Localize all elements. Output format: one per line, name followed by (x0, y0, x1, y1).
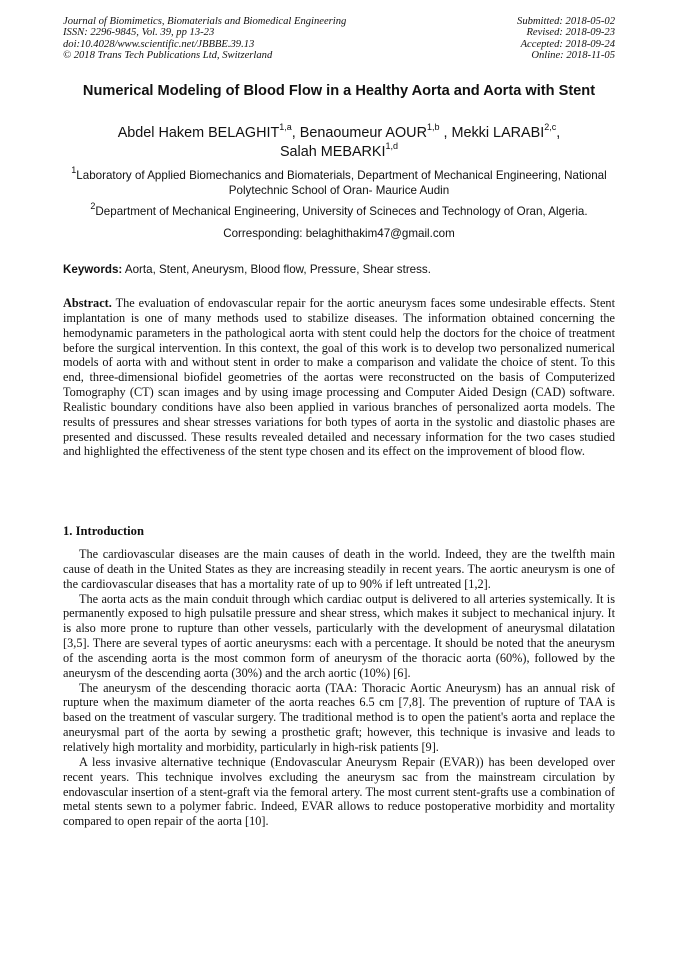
paper-title: Numerical Modeling of Blood Flow in a Healthy Aorta and Aorta with Stent (82, 83, 596, 99)
introduction-body (63, 547, 615, 829)
keywords-text: Aorta, Stent, Aneurysm, Blood flow, Pressure, Shear stress. (122, 263, 431, 276)
affiliation-2 (63, 201, 615, 219)
author-affiliation-mark: 1,a (279, 122, 292, 133)
author-affiliation-mark: 1,b (426, 122, 440, 133)
affiliation-mark: 1 (71, 165, 77, 176)
date-online: Online: 2018-11-05 (531, 50, 615, 62)
affiliation-text: Department of Mechanical Engineering, University of Scineces and Technology of Oran, Algeria. (95, 205, 588, 218)
author-affiliation-mark: 1,d (385, 141, 399, 152)
journal-header-left (63, 16, 423, 62)
paragraph: The aorta acts as the main conduit through which cardiac output is delivered to all arteries systemically. It is permanently exposed to high pulsatile pressure and shear stress, which makes it subject to mechanical injury. It is also more prone to rupture than other vessels, particularly with the development of aneurysmal dilatation [3,5]. There are several types of aortic aneurysms: each with a percentage. It should be noted that the aneurysm of the ascending aorta is the most common form of aneurysm of the thoracic aorta (60%), followed by the aneurysm of the descending aorta (30%) and the arch aortic (10%) [6]. (63, 591, 615, 680)
affiliation-mark: 2 (90, 201, 96, 212)
affiliation-1 (63, 165, 615, 198)
author-name: Benaoumeur AOUR (299, 125, 427, 141)
author-separator: , (291, 125, 300, 141)
author-affiliation-mark: 2,c (544, 122, 557, 133)
author-list (63, 124, 615, 162)
paragraph: The aneurysm of the descending thoracic aorta (TAA: Thoracic Aortic Aneurysm) has an annual risk of rupture when the maximum diameter of the aorta reaches 6.5 cm [7,8]. The prevention of rupture of TAA is based on the treatment of vascular surgery. The traditional method is to open the patient's aorta and replace the aneurysmal part of the aorta by sewing a prosthetic graft; however, this technique is invasive and leads to relatively high mortality and morbidity, particularly in high-risk patients [9]. (63, 680, 615, 754)
date-accepted: Accepted: 2018-09-24 (520, 38, 615, 50)
date-revised: Revised: 2018-09-23 (526, 27, 615, 39)
paragraph: A less invasive alternative technique (Endovascular Aneurysm Repair (EVAR)) has been developed over recent years. This technique involves excluding the aneurysm sac from the mainstream circulation by endovascular insertion of a stent-graft via the femoral artery. The most current stent-grafts use a combination of metal stents sewn to a polymer fabric. Indeed, EVAR allows to reduce postoperative morbidity and mortality compared to open repair of the aorta [10]. (63, 754, 615, 829)
abstract-label: Abstract. (63, 296, 112, 310)
affiliation-text: Laboratory of Applied Biomechanics and Biomaterials, Department of Mechanical Engineering, National Polytechnic School of Oran- Maurice Audin (76, 169, 607, 197)
date-submitted: Submitted: 2018-05-02 (517, 16, 615, 27)
author-name: Salah MEBARKI (279, 144, 386, 160)
journal-issn: ISSN: 2296-9845, Vol. 39, pp 13-23 (63, 27, 215, 39)
section-heading: 1. Introduction (63, 524, 144, 538)
corresponding-email: Corresponding: belaghithakim47@gmail.com (223, 227, 455, 240)
paragraph: The cardiovascular diseases are the main causes of death in the world. Indeed, they are the twelfth main cause of death in the United States as they are increasing steadily in recent years. The aortic aneurysm is one of the cardiovascular diseases that has a mortality rate of up to 90% if left untreated [1,2]. (63, 547, 615, 591)
journal-header-right (395, 16, 615, 62)
journal-copyright: © 2018 Trans Tech Publications Ltd, Switzerland (63, 50, 273, 62)
author-name: Mekki LARABI (451, 125, 545, 141)
author-name: Abdel Hakem BELAGHIT (117, 125, 280, 141)
abstract-text: The evaluation of endovascular repair for the aortic aneurysm faces some undesirable effects. Stent implantation is one of many methods used to stabilize diseases. The information obtained concerning the hemodynamic parameters in the pathological aorta with stent could help the doctors for the choice of treatment before the surgical intervention. In this context, the goal of this work is to develop two personalized numerical models of aorta with and without stent in order to make a comparison and validate the choice of stent. To this end, three-dimensional biofidel geometries of the aortas were reconstructed on the basis of Computerized Tomography (CT) scan images and by using image processing and Computer Aided Design (CAD) software. Realistic boundary conditions have also been applied in various branches of personalized aorta models. The results of pressures and shear stresses variations for both types of aorta in the systolic and diastolic phases are presented and discussed. These results revealed detailed and necessary information for the two cases studied and highlighted the effectiveness of the stent type chosen and its effect on the improvement of blood flow. (63, 296, 615, 459)
journal-name: Journal of Biomimetics, Biomaterials and Biomedical Engineering (63, 16, 347, 27)
abstract (63, 296, 615, 459)
author-separator: , (556, 125, 561, 141)
author-separator: , (439, 125, 452, 141)
keywords (63, 262, 615, 277)
keywords-label: Keywords: (63, 263, 123, 276)
journal-doi: doi:10.4028/www.scientific.net/JBBBE.39.13 (63, 38, 255, 50)
